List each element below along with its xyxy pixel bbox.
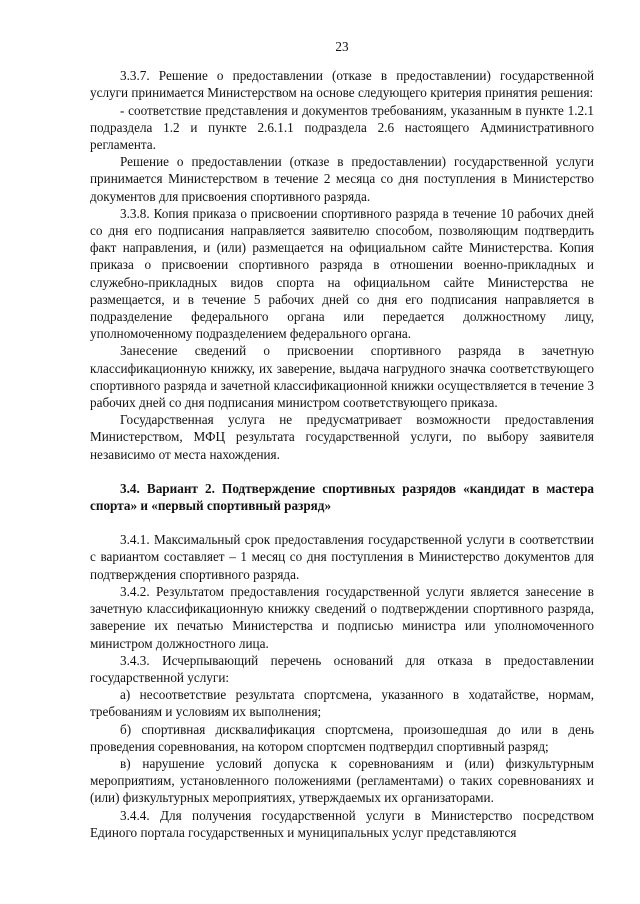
list-item-a: а) несоответствие результата спортсмена, указанного в ходатайстве, нормам, требованиям и условиям их выполнения; [90, 687, 594, 720]
spacer [90, 463, 594, 480]
paragraph-3-4-2: 3.4.2. Результатом предоставления государственной услуги является занесение в зачетную классификационную книжку сведений о подтверждении спортивного разряда, заверение их печатью Министерства и подписью министра или уполномоченного министром должностного лица. [90, 583, 594, 651]
list-item-b: б) спортивная дисквалификация спортсмена, произошедшая до или в день проведения соревнования, на котором спортсмен подтвердил спортивный разряд; [90, 721, 594, 754]
paragraph-record-book: Занесение сведений о присвоении спортивного разряда в зачетную классификационную книжку, их заверение, выдача нагрудного значка соответствующего спортивного разряда и зачетной классификационной книжки осуществляется в течение 3 рабочих дней со дня подписания министром соответствующего приказа. [90, 343, 594, 411]
paragraph-3-4-3: 3.4.3. Исчерпывающий перечень оснований для отказа в предоставлении государственной услуги: [90, 652, 594, 685]
paragraph-decision-term: Решение о предоставлении (отказе в предоставлении) государственной услуги принимается Министерством в течение 2 месяца со дня поступления в Министерство документов для присвоения спортивного разряда. [90, 154, 594, 204]
list-item-v: в) нарушение условий допуска к соревнованиям и (или) физкультурным мероприятиям, установленного положениями (регламентами) о таких соревнованиях и (или) физкультурных мероприятиях, утверждаемых их организаторами. [90, 755, 594, 806]
paragraph-no-extraterritorial: Государственная услуга не предусматривает возможности предоставления Министерством, МФЦ результата государственной услуги, по выбору заявителя независимо от места нахождения. [90, 412, 594, 462]
paragraph-3-3-8: 3.3.8. Копия приказа о присвоении спортивного разряда в течение 10 рабочих дней со дня его подписания направляется заявителю способом, позволяющим подтвердить факт направления, и (или) размещается на официальном сайте Министерства. Копия приказа о присвоении спортивного разряда в отношении военно-прикладных и служебно-прикладных видов спорта на официальном сайте Министерства не размещается, и в течение 5 рабочих дней со дня его подписания направляется в подразделение федерального органа или передается должностному лицу, уполномоченному подразделением федерального органа. [90, 205, 594, 342]
paragraph-3-4-4: 3.4.4. Для получения государственной услуги в Министерство посредством Единого портала государственных и муниципальных услуг представляются [90, 807, 594, 840]
spacer [90, 514, 594, 531]
paragraph-criterion: - соответствие представления и документов требованиям, указанным в пункте 1.2.1 подраздела 1.2 и пункте 2.6.1.1 подраздела 2.6 настоящего Административного регламента. [90, 102, 594, 153]
page-number: 23 [335, 39, 349, 54]
section-heading-3-4: 3.4. Вариант 2. Подтверждение спортивных разрядов «кандидат в мастера спорта» и «первый спортивный разряд» [90, 480, 594, 514]
paragraph-3-3-7: 3.3.7. Решение о предоставлении (отказе в предоставлении) государственной услуги принимается Министерством на основе следующего критерия принятия решения: [90, 68, 594, 101]
paragraph-3-4-1: 3.4.1. Максимальный срок предоставления государственной услуги в соответствии с вариантом составляет – 1 месяц со дня поступления в Министерство документов для подтверждения спортивного разряда. [90, 532, 594, 582]
